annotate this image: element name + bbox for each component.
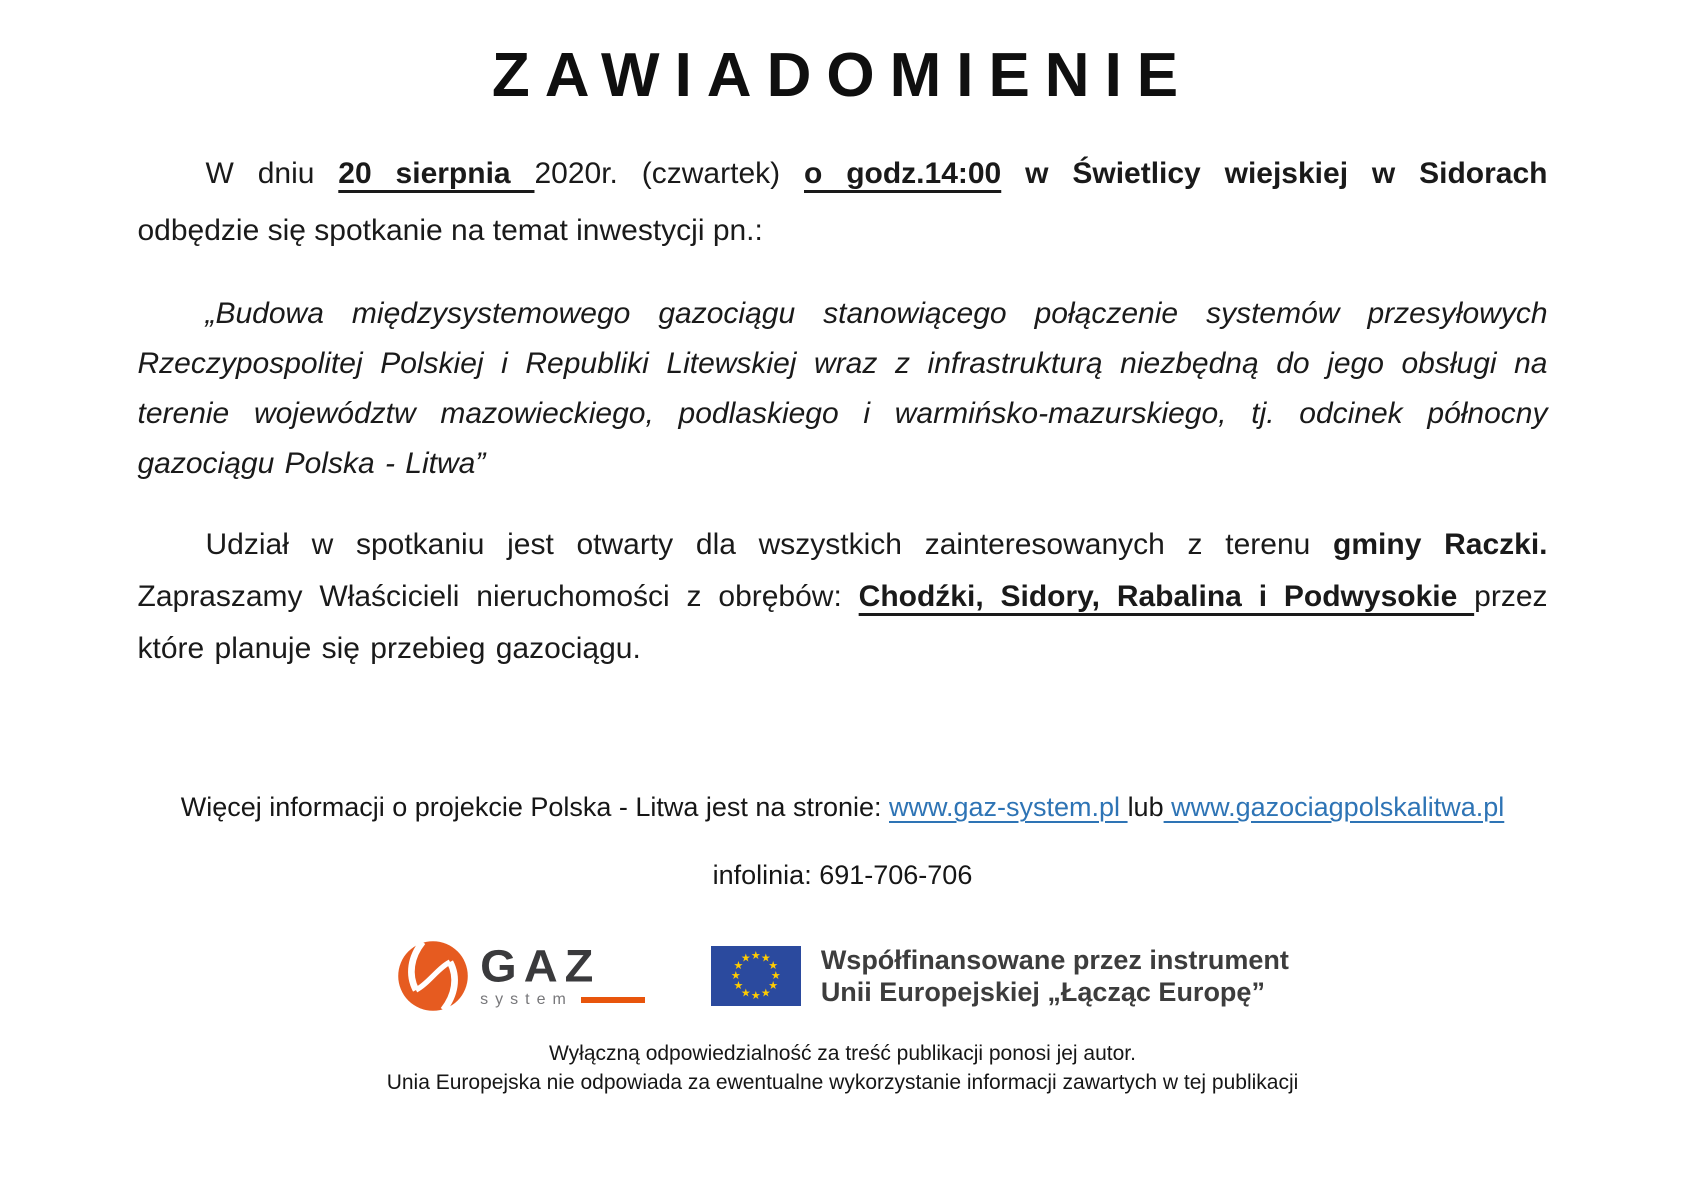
more-info-line	[138, 787, 1548, 827]
participation-part3: przez które planuje się przebieg gazociągu.	[137, 580, 1548, 665]
eu-star-icon: ★	[740, 987, 751, 1000]
gaz-system-wordmark-block	[480, 939, 645, 1009]
gaz-wordmark: GAZ	[480, 939, 601, 991]
village-list: Chodźki, Sidory, Rabalina i Podwysokie	[858, 580, 1475, 613]
eu-star-icon: ★	[733, 960, 744, 972]
eu-star-icon: ★	[760, 987, 771, 1000]
meeting-location: w Świetlicy wiejskiej w Sidorach	[1001, 157, 1548, 190]
link-separator: lub	[1127, 792, 1164, 822]
eu-star-icon: ★	[768, 980, 779, 992]
eu-star-icon: ★	[750, 990, 761, 1002]
document-body	[138, 145, 1548, 1097]
eu-star-icon: ★	[740, 952, 751, 965]
meeting-time: o godz.14:00	[804, 157, 1002, 190]
eu-star-icon: ★	[733, 980, 744, 992]
gaz-orange-bar	[581, 997, 645, 1003]
eu-caption-line1: Współfinansowane przez instrument	[820, 945, 1289, 975]
gaz-system-subrow	[480, 991, 645, 1009]
participation-part2: Zapraszamy Właścicieli nieruchomości z obrębów:	[137, 580, 859, 613]
eu-star-icon: ★	[770, 970, 781, 982]
participation-paragraph	[138, 519, 1548, 675]
eu-funding-block	[711, 944, 1289, 1008]
intro-prefix: W dniu	[205, 157, 339, 190]
meeting-date: 20 sierpnia	[338, 157, 535, 190]
intro-line-1	[138, 145, 1548, 202]
intro-middle: 2020r. (czwartek)	[534, 157, 804, 190]
gmina-name: gminy Raczki.	[1333, 528, 1548, 561]
page-title: ZAWIADOMIENIE	[491, 41, 1194, 110]
disclaimer-line1: Wyłączną odpowiedzialność za treść publikacji ponosi jej autor.	[549, 1042, 1136, 1065]
gaz-system-link[interactable]: www.gaz-system.pl	[889, 792, 1128, 822]
eu-star-icon: ★	[730, 970, 741, 982]
eu-star-icon: ★	[750, 950, 761, 962]
logos-row	[138, 939, 1548, 1013]
more-info-text: Więcej informacji o projekcie Polska - Litwa jest na stronie:	[180, 792, 889, 822]
eu-funding-caption	[821, 944, 1289, 1008]
gaz-system-subtext: system	[480, 990, 573, 1008]
intro-line-2: odbędzie się spotkanie na temat inwestycji pn.:	[137, 214, 763, 247]
eu-star-icon: ★	[768, 960, 779, 972]
disclaimer	[138, 1039, 1548, 1097]
eu-star-icon: ★	[760, 952, 771, 965]
gaz-system-swirl-icon	[396, 939, 470, 1013]
eu-caption-line2: Unii Europejskiej „Łącząc Europę”	[820, 977, 1265, 1007]
gazociag-polska-litwa-link[interactable]: www.gazociagpolskalitwa.pl	[1163, 792, 1505, 822]
eu-flag-icon	[711, 946, 801, 1006]
project-name-paragraph: „Budowa międzysystemowego gazociągu stanowiącego połączenie systemów przesyłowych Rzeczypospolitej Polskiej i Republiki Litewskiej wraz z infrastrukturą niezbędną do jego obsługi na terenie województw mazowieckiego, podlaskiego i warmińsko-mazurskiego, tj. odcinek północny gazociągu Polska - Litwa”	[137, 297, 1548, 480]
disclaimer-line2: Unia Europejska nie odpowiada za ewentualne wykorzystanie informacji zawartych w tej publikacji	[386, 1071, 1299, 1094]
hotline-line: infolinia: 691-706-706	[712, 860, 973, 890]
participation-part1: Udział w spotkaniu jest otwarty dla wszystkich zainteresowanych z terenu	[205, 528, 1334, 561]
gaz-system-logo	[396, 939, 645, 1013]
